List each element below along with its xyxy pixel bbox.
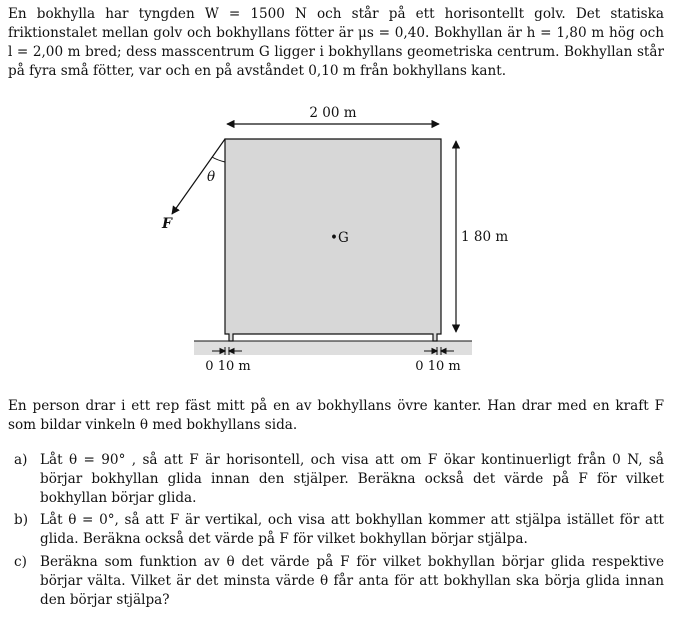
force-label: F — [162, 216, 172, 232]
question-c-label: c) — [14, 554, 27, 570]
force-arrow — [172, 139, 225, 214]
foot-left-label: 0 10 m — [205, 359, 251, 374]
problem-intro: En bokhylla har tyngden W = 1500 N och står på ett horisontellt golv. Det statiska friktionstalet mellan golv och bokhyllans fötter är μs = 0,40. Bokhyllan är h = 1,80 m hög och l = 2,00 m bred; dess masscentrum G ligger i bokhyllans geometriska centrum. Bokhyllan står på fyra små fötter, var och en på avståndet 0,10 m från bokhyllans kant. — [8, 6, 664, 79]
question-a-text: Låt θ = 90° , så att F är horisontell, och visa att om F ökar kontinuerligt från 0 N, så börjar bokhyllan glida innan den stjälper. Beräkna också det värde på F för vilket bokhyllan börjar glida. — [40, 452, 664, 506]
floor — [194, 341, 472, 355]
angle-arc — [212, 157, 225, 162]
question-b-text: Låt θ = 0°, så att F är vertikal, och visa att bokhyllan kommer att stjälpa istället för att glida. Beräkna också det värde på F för vilket bokhyllan börjar stjälpa. — [40, 512, 664, 547]
foot-right-label: 0 10 m — [415, 359, 461, 374]
problem-setup: En person drar i ett rep fäst mitt på en av bokhyllans övre kanter. Han drar med en kraft F som bildar vinkeln θ med bokhyllans sida. — [8, 398, 664, 433]
question-a-label: a) — [14, 452, 28, 468]
center-of-mass-label: •G — [330, 230, 349, 246]
height-label: 1 80 m — [461, 229, 509, 245]
question-b-label: b) — [14, 512, 29, 528]
width-label: 2 00 m — [309, 105, 357, 121]
angle-label: θ — [207, 169, 216, 185]
question-c-text: Beräkna som funktion av θ det värde på F för vilket bokhyllan börjar glida respektive börjar välta. Vilket är det minsta värde θ får anta för att bokhyllan ska börja glida innan den börjar stjälpa? — [40, 554, 664, 608]
